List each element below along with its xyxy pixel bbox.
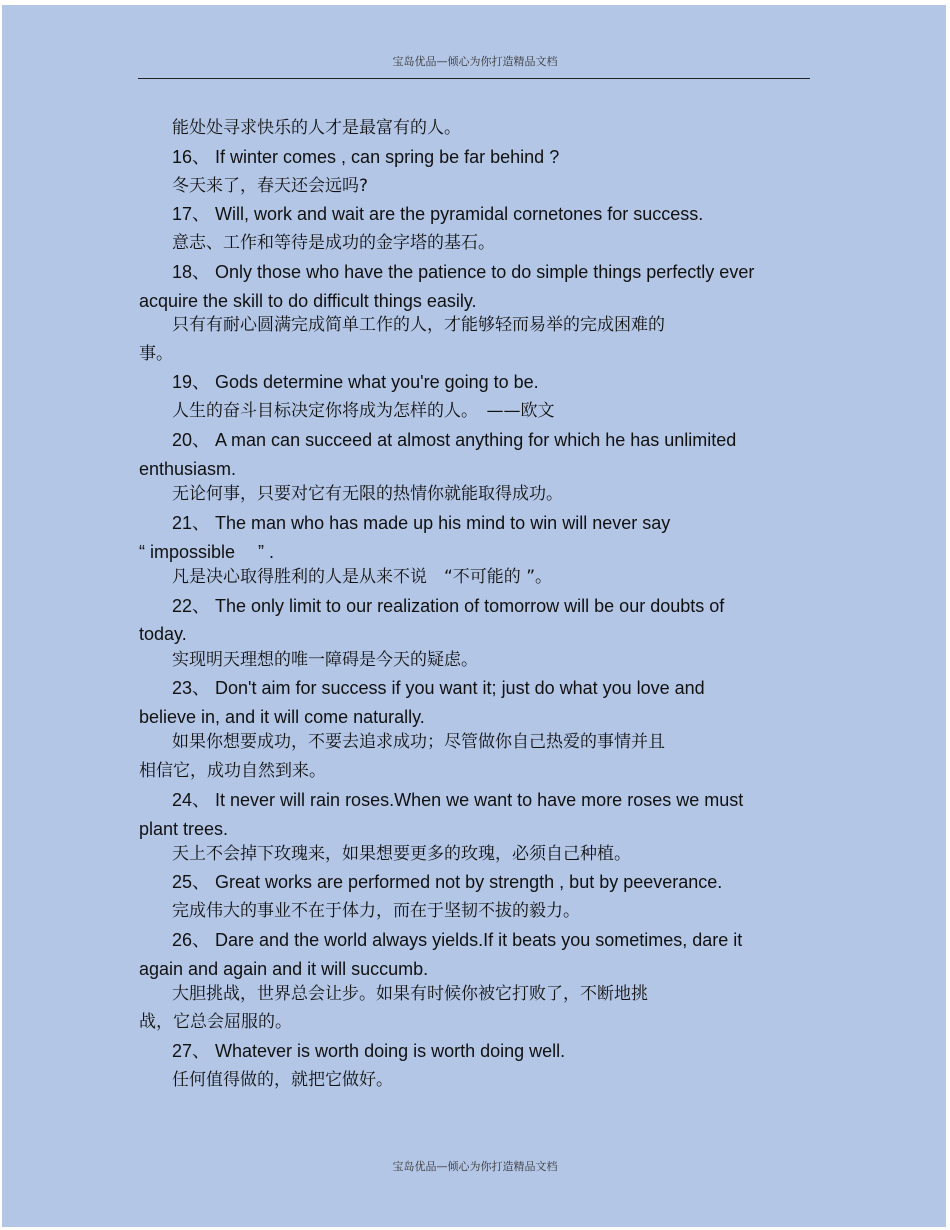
text-line: 22、 The only limit to our realization of tomorrow will be our doubts of (172, 596, 725, 616)
text-line: 26、 Dare and the world always yields.If it beats you sometimes, dare it (172, 930, 743, 950)
text-line: 能处处寻求快乐的人才是最富有的人。 (172, 118, 461, 138)
text-line: 天上不会掉下玫瑰来，如果想要更多的玫瑰，必须自己种植。 (172, 844, 631, 864)
text-line: 17、 Will, work and wait are the pyramidal cornetones for success. (172, 204, 704, 224)
text-line: today. (139, 624, 187, 644)
text-line: 完成伟大的事业不在于体力，而在于坚韧不拔的毅力。 (172, 901, 580, 921)
text-line: 事。 (139, 344, 173, 364)
text-line: 只有有耐心圆满完成简单工作的人，才能够轻而易举的完成困难的 (172, 315, 665, 335)
text-line: 16、 If winter comes , can spring be far behind ? (172, 147, 560, 167)
text-line: 无论何事，只要对它有无限的热情你就能取得成功。 (172, 484, 563, 504)
text-line: 实现明天理想的唯一障碍是今天的疑虑。 (172, 650, 478, 670)
text-line: 如果你想要成功，不要去追求成功；尽管做你自己热爱的事情并且 (172, 732, 665, 752)
text-line: 相信它，成功自然到来。 (139, 761, 326, 781)
text-line: 27、 Whatever is worth doing is worth doing well. (172, 1041, 566, 1061)
text-line: 凡是决心取得胜利的人是从来不说 “不可能的 ”。 (172, 567, 553, 587)
text-line: 18、 Only those who have the patience to do simple things perfectly ever (172, 262, 755, 282)
text-line: enthusiasm. (139, 459, 237, 479)
text-line: 25、 Great works are performed not by strength , but by peeverance. (172, 872, 723, 892)
page-header: 宝岛优品—倾心为你打造精品文档 (392, 55, 558, 68)
text-line: 19、 Gods determine what you're going to be. (172, 372, 539, 392)
text-line: acquire the skill to do difficult things easily. (139, 291, 477, 311)
text-line: 人生的奋斗目标决定你将成为怎样的人。 ——欧文 (172, 401, 555, 421)
text-line: 任何值得做的，就把它做好。 (172, 1070, 393, 1090)
text-line: 24、 It never will rain roses.When we want to have more roses we must (172, 790, 744, 810)
page-footer: 宝岛优品—倾心为你打造精品文档 (392, 1160, 558, 1173)
text-line: “ impossible ” . (139, 542, 275, 562)
text-line: 21、 The man who has made up his mind to win will never say (172, 513, 671, 533)
text-line: 20、 A man can succeed at almost anything for which he has unlimited (172, 430, 737, 450)
text-line: 意志、工作和等待是成功的金字塔的基石。 (172, 233, 495, 253)
text-line: again and again and it will succumb. (139, 959, 429, 979)
text-line: plant trees. (139, 819, 229, 839)
text-line: 冬天来了，春天还会远吗? (172, 176, 369, 196)
text-line: 战，它总会屈服的。 (139, 1012, 292, 1032)
text-line: 23、 Don't aim for success if you want it; just do what you love and (172, 678, 705, 698)
text-line: believe in, and it will come naturally. (139, 707, 425, 727)
text-line: 大胆挑战，世界总会让步。如果有时候你被它打败了，不断地挑 (172, 984, 648, 1004)
